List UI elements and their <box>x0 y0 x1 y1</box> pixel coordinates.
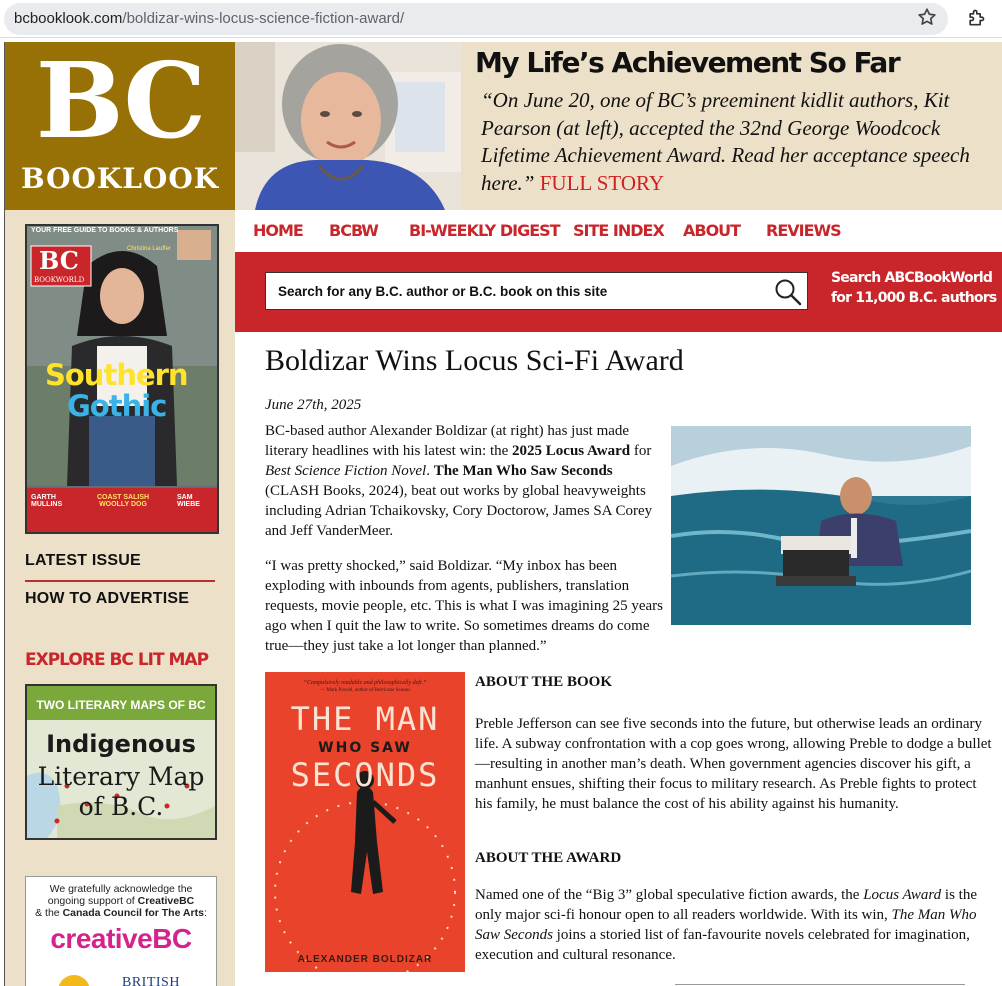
magazine-author-tag: Christina Lauffer <box>127 246 171 252</box>
sponsor-line-3-bold: Canada Council for The Arts <box>62 907 204 919</box>
article-paragraph-1 <box>265 421 665 541</box>
nav-bi-weekly-digest[interactable]: BI-WEEKLY DIGEST <box>409 221 560 240</box>
about-the-book-heading: ABOUT THE BOOK <box>475 674 612 690</box>
feature-quote <box>481 87 1001 197</box>
url-field[interactable] <box>4 3 948 35</box>
url-host: bcbooklook.com <box>14 10 123 27</box>
full-story-link[interactable]: FULL STORY <box>539 170 664 195</box>
cover-blurb-source: — Mark Powell, author of Hurricane Season <box>320 688 410 693</box>
abcbookworld-line-1: Search ABCBookWorld <box>831 270 993 286</box>
award-text-a: Named one of the “Big 3” global speculative fiction awards, the <box>475 887 864 903</box>
map-title-line-3: of B.C. <box>78 792 164 821</box>
nav-reviews[interactable]: REVIEWS <box>766 221 841 240</box>
magazine-footer-name-2: COAST SALISH WOOLLY DOG <box>96 494 150 508</box>
about-the-award-heading: ABOUT THE AWARD <box>475 850 622 866</box>
feature-quote-text: “On June 20, one of BC’s preeminent kidlit authors, Kit Pearson (at left), accepted the 32nd George Woodcock Lifetime Achievement Award. Read her acceptance speech here.” <box>481 88 970 195</box>
nav-about[interactable]: ABOUT <box>683 221 741 240</box>
sponsor-line-1: We gratefully acknowledge the <box>49 883 193 895</box>
left-sidebar <box>5 210 235 986</box>
sidebar-divider <box>25 580 215 582</box>
sponsor-line-2 <box>26 895 216 907</box>
nav-bcbw[interactable]: BCBW <box>329 221 378 240</box>
sponsor-line-2-bold: CreativeBC <box>137 895 195 907</box>
extensions-puzzle-icon[interactable] <box>966 8 986 28</box>
cover-title-seconds: SECONDS <box>290 756 440 794</box>
map-title-line-2: Literary Map <box>37 762 205 791</box>
p1-text-e: . <box>426 463 434 479</box>
sponsor-text <box>26 883 216 919</box>
literary-map-thumbnail[interactable] <box>25 684 217 840</box>
site-search-box <box>265 272 808 310</box>
page <box>4 39 1002 986</box>
cover-blurb: “Compulsively readable and philosophically deft.” <box>303 680 427 686</box>
magazine-logo-bookworld: BOOKWORLD <box>34 276 85 284</box>
p1-locus-award: 2025 Locus Award <box>512 443 631 459</box>
award-locus: Locus Award <box>863 887 942 903</box>
url-path: /boldizar-wins-locus-science-fiction-award/ <box>122 10 405 27</box>
p1-category: Best Science Fiction Novel <box>265 463 427 479</box>
feature-banner <box>461 42 1002 210</box>
typewriter-in-water-image <box>671 426 971 625</box>
url-text[interactable] <box>14 10 404 27</box>
map-title-line-1: Indigenous <box>46 730 196 758</box>
award-text-c: is the only major sci-fi honour open to all readers worldwide. With its win, <box>475 887 977 923</box>
search-band <box>235 252 1002 332</box>
abcbookworld-search-link[interactable] <box>831 268 1001 308</box>
magazine-footer-name-1: GARTH MULLINS <box>31 494 63 508</box>
bookmark-star-icon[interactable] <box>916 6 938 28</box>
about-the-book-text: Preble Jefferson can see five seconds into the future, but otherwise leads an ordinary life. A subway confrontation with a cop goes wrong, allowing Preble to dodge a bullet—resulting in another man’s death. When government agencies discover his gift, a manhunt ensues, shifting their focus to military research. As Preble fights to protect his family, he must balance the cost of his ability against his humanity. <box>475 716 992 812</box>
article-date: June 27th, 2025 <box>265 397 362 413</box>
how-to-advertise-link[interactable]: HOW TO ADVERTISE <box>25 590 190 607</box>
main-nav <box>235 210 1002 252</box>
author-typewriter-photo[interactable] <box>671 426 971 625</box>
sponsor-line-2-prefix: ongoing support of <box>47 895 138 907</box>
p1-text-c: for <box>630 443 652 459</box>
sponsor-acknowledgement[interactable] <box>25 876 217 986</box>
abcbookworld-line-2: for 11,000 B.C. authors <box>831 290 997 306</box>
nav-site-index[interactable]: SITE INDEX <box>573 221 664 240</box>
award-book-title: The Man Who Saw Seconds <box>475 907 977 943</box>
magazine-headline-southern: Southern <box>45 358 188 392</box>
british-text: BRITISH <box>122 975 180 986</box>
browser-address-bar <box>0 0 1002 38</box>
map-banner: TWO LITERARY MAPS OF BC <box>36 698 206 712</box>
article-title: Boldizar Wins Locus Sci-Fi Award <box>265 344 684 377</box>
site-logo[interactable] <box>5 39 235 210</box>
sponsor-line-3 <box>26 907 216 919</box>
latest-issue-link[interactable]: LATEST ISSUE <box>25 552 141 569</box>
magazine-footer-name-3: SAM WIEBE <box>177 494 200 508</box>
feature-heading[interactable]: My Life’s Achievement So Far <box>475 46 900 79</box>
p1-text-a: BC-based author Alexander Boldizar (at right) has just made literary headlines with his latest win: the <box>265 423 630 459</box>
logo-bc-text: BC <box>35 39 205 162</box>
sun-logo-icon <box>54 969 94 986</box>
magazine-cover[interactable] <box>25 224 219 534</box>
magazine-banner: YOUR FREE GUIDE TO BOOKS & AUTHORS <box>31 227 179 234</box>
bottom-divider <box>675 984 965 985</box>
about-the-award-text <box>475 885 995 965</box>
cover-author: ALEXANDER BOLDIZAR <box>297 954 433 965</box>
sponsor-line-3-suffix: : <box>203 907 207 919</box>
cover-title-the-man: THE MAN <box>290 700 440 738</box>
creativebc-logo: creativeBC <box>50 923 192 954</box>
book-cover-image[interactable] <box>265 672 465 972</box>
explore-lit-map-heading[interactable]: EXPLORE BC LIT MAP <box>25 650 209 670</box>
award-text-e: joins a storied list of fan-favourite novels celebrated for imagination, execution and cultural resonance. <box>475 927 970 963</box>
p1-book-title: The Man Who Saw Seconds <box>433 463 613 479</box>
p1-text-g: (CLASH Books, 2024), beat out works by global heavyweights including Adrian Tchaikovsky, Cory Doctorow, James SA Corey and Jeff VanderMeer. <box>265 483 653 539</box>
bc-government-logo-partial <box>46 969 196 986</box>
author-portrait-image <box>235 42 461 210</box>
site-search-input[interactable] <box>266 273 766 309</box>
article-paragraph-2: “I was pretty shocked,” said Boldizar. “My inbox has been exploding with inbounds from agents, publishers, translation requests, movie people, etc. This is what I was imagining 25 years ago when I quit the law to write. So sometimes dreams do come true—they just take a lot longer than planned.” <box>265 558 663 654</box>
magazine-headline-gothic: Gothic <box>67 389 167 423</box>
logo-booklook-text: BOOKLOOK <box>20 162 220 195</box>
search-icon[interactable] <box>774 278 802 306</box>
sponsor-line-3-prefix: & the <box>35 907 63 919</box>
feature-author-photo[interactable] <box>235 42 461 210</box>
cover-title-who-saw: WHO SAW <box>318 740 412 756</box>
nav-home[interactable]: HOME <box>253 221 303 240</box>
magazine-logo-bc: BC <box>39 246 79 275</box>
